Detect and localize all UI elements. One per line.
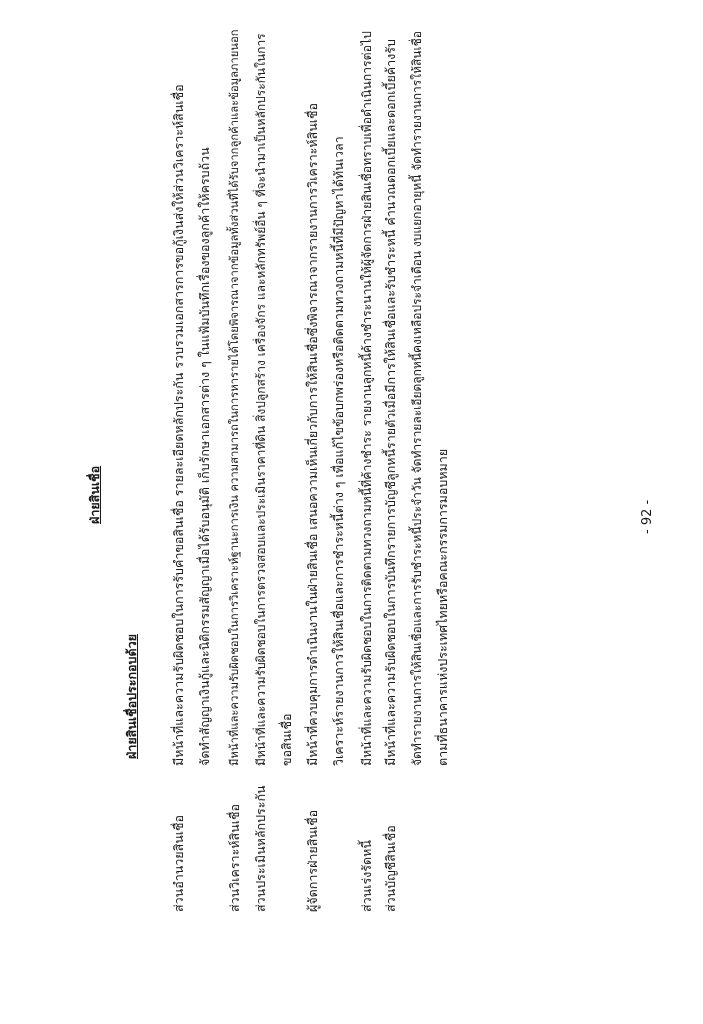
unit-desc-line: มีหน้าที่และความรับผิดชอบในการรับคำขอสินเชื่อ รายละเอียดหลักประกัน รวบรวมเอกสารการขอกู้เงินส่งให้ส่วนวิเคราะห์สินเชื่อ (171, 84, 186, 766)
unit-desc-line: มีหน้าที่และความรับผิดชอบในการตรวจสอบและประเมินราคาที่ดิน สิ่งปลูกสร้าง เครื่องจักร และหลักทรัพย์อื่น ๆ ที่จะนำมาเป็นหลักประกันในการ (254, 33, 268, 766)
unit-name-collateral: ส่วนประเมินหลักประกัน (253, 785, 268, 912)
unit-desc-line: ขอสินเชื่อ (279, 713, 294, 766)
unit-desc-line: มีหน้าที่และความรับผิดชอบในการบันทึกรายการบัญชีลูกหนี้รายตัวเมื่อมีการให้สินเชื่อและรับชำระหนี้ คำนวณดอกเบี้ยและดอกเบี้ยค้างรับ (383, 39, 398, 766)
unit-desc-line: ตามที่ธนาคารแห่งประเทศไทยหรือคณะกรรมการมอบหมาย (435, 448, 450, 766)
unit-desc-line: วิเคราะห์รายงานการให้สินเชื่อและการชำระหนี้ต่าง ๆ เพื่อแก้ไขข้อบกพร่องหรือติดตามทวงถามหนี้ที่มีปัญหาได้ทันเวลา (331, 136, 346, 766)
unit-desc-line: มีหน้าที่ควบคุมการดำเนินงานในฝ่ายสินเชื่อ เสนอความเห็นเกี่ยวกับการให้สินเชื่อซึ่งพิจารณาจากรายงานการวิเคราะห์สินเชื่อ (305, 102, 320, 766)
section-title: ฝ่ายสินเชื่อ (87, 465, 102, 524)
unit-name-accounting: ส่วนบัญชีสินเชื่อ (383, 825, 398, 912)
unit-name-collection: ส่วนเร่งรัดหนี้ (359, 840, 374, 912)
unit-name-manager: ผู้จัดการฝ่ายสินเชื่อ (305, 809, 320, 912)
page-number: - 92 - (640, 499, 655, 534)
unit-name-lending: ส่วนอำนวยสินเชื่อ (171, 814, 186, 912)
unit-desc-line: มีหน้าที่และความรับผิดชอบในการติดตามทวงถามหนี้ที่ค้างชำระ รายงานลูกหนี้ค้างชำระนานให้ผู้จัดการฝ่ายสินเชื่อทราบเพื่อดำเนินการต่อไป (360, 31, 374, 766)
group-title: ฝ่ายสินเชื่อประกอบด้วย (124, 634, 139, 759)
unit-name-analysis: ส่วนวิเคราะห์สินเชื่อ (227, 804, 242, 912)
unit-desc-line: มีหน้าที่และความรับผิดชอบในการวิเคราะห์ฐานะการเงิน ความสามารถในการหารายได้โดยพิจารณาจากข้อมูลทั้งส่วนที่ได้รับจากลูกค้าและข้อมูลภายนอก (228, 29, 241, 766)
unit-desc-line: จัดทำรายงานการให้สินเชื่อและการรับชำระหนี้ประจำวัน จัดทำรายละเอียดลูกหนี้คงเหลือประจำเดือน งบแยกอายุหนี้ จัดทำรายงานการให้สินเชื่อ (410, 31, 424, 766)
unit-desc-line: จัดทำสัญญาเงินกู้และนิติกรรมสัญญาเมื่อได้รับอนุมัติ เก็บรักษาเอกสารต่าง ๆ ในแฟ้มบันทึกเรื่องของลูกค้าให้ครบถ้วน (197, 147, 212, 766)
